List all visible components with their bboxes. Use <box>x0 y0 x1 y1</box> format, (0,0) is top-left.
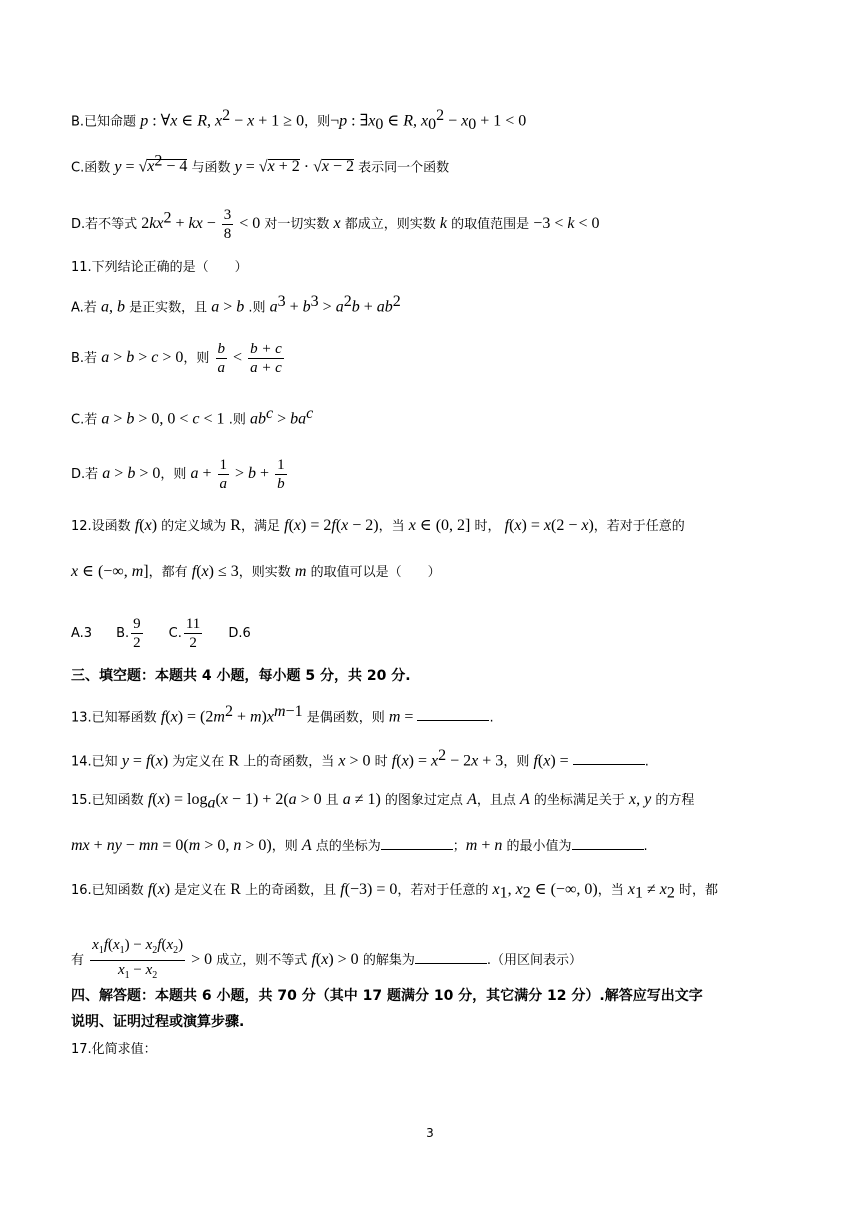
section-4-heading-line-2: 说明、证明过程或演算步骤. <box>71 1014 245 1030</box>
q14: 14.已知 y = f(x) 为定义在 R 上的奇函数，当 x > 0 时 $f(x) = x^2 - 2x + 3$，则 f(x) = . <box>71 747 649 770</box>
section-4-heading-line-1: 四、解答题：本题共 6 小题，共 70 分（其中 17 题满分 10 分，其它满分 12 分）.解答应写出文字 <box>71 988 703 1004</box>
q15-line-1: 15.已知函数 $f(x) = \log_a(x - 1) + 2(a > 0$ 且 a ≠ 1) 的图象过定点 A，且点 A 的坐标满足关于 x, y 的方程 <box>71 791 695 812</box>
page-number: 3 <box>426 1126 434 1140</box>
answer-blank[interactable] <box>415 951 487 964</box>
q16-line-1: 16.已知函数 f(x) 是定义在 R 上的奇函数，且 f(−3) = 0，若对于任意的 $x_1$, $x_2$ ∈ (−∞, 0)，当 $x_1 \ne x_2$ 时，都 <box>71 881 718 902</box>
q17-stem: 17.化简求值： <box>71 1042 157 1057</box>
q13: 13.已知幂函数 $f(x) = (2m^2 + m)x^{m-1}$ 是偶函数，则 m = . <box>71 703 494 726</box>
q11-option-d: D.若 a > b > 0，则 a + $\frac{1}{a}$ > b + $\frac{1}{b}$ <box>71 457 285 492</box>
q10-option-b: B.已知命题 p : ∀x ∈ R, $x^2 - x + 1 \ge 0$，则¬p : $\exists x_0$ ∈ R, $x_0^2 - x_0 + 1 < 0$ <box>71 107 527 133</box>
q12-option-d: D.6 <box>228 626 251 641</box>
q10-option-c: C.函数 $y = √x^2 - 4$ 与函数 y = √x + 2 · √x − 2 表示同一个函数 <box>71 153 450 176</box>
q12-line-1: 12.设函数 f(x) 的定义域为 R，满足 f(x) = 2f(x − 2)，当 x ∈ (0, 2] 时， f(x) = x(2 − x)，若对于任意的 <box>71 517 685 534</box>
q12-option-a: A.3 <box>71 626 93 641</box>
q12-line-2: x ∈ (−∞, m]，都有 f(x) ≤ 3，则实数 m 的取值可以是（ ） <box>71 563 441 580</box>
math-expr: p <box>140 112 149 130</box>
answer-blank[interactable] <box>417 708 489 721</box>
q10-option-d: D.若不等式 $2kx^2$ + kx − $\frac{3}{8}$ < 0 对一切实数 x 都成立，则实数 k 的取值范围是 −3 < k < 0 <box>71 207 600 242</box>
q16-line-2: 有 $\frac{x_1f(x_1) - x_2f(x_2)}{x_1 - x_2}$ > 0 成立，则不等式 f(x) > 0 的解集为 .（用区间表示） <box>71 937 582 981</box>
section-3-heading: 三、填空题：本题共 4 小题，每小题 5 分，共 20 分. <box>71 668 411 684</box>
answer-blank[interactable] <box>381 837 453 850</box>
answer-blank[interactable] <box>572 837 644 850</box>
q11-option-a: A.若 a, b 是正实数，且 a > b .则 $a^3 + b^3 > a^2b + ab^2$ <box>71 293 401 316</box>
q12-option-b: B. <box>116 626 130 641</box>
q11-option-c: C.若 a > b > 0, 0 < c < 1 .则 $ab^c > ba^c$ <box>71 405 314 428</box>
q15-line-2: mx + ny − mn = 0(m > 0, n > 0)，则 A 点的坐标为 ；m + n 的最小值为 . <box>71 837 648 854</box>
q11-stem: 11.下列结论正确的是（ ） <box>71 260 248 275</box>
answer-blank[interactable] <box>573 752 645 765</box>
q11-option-b: B.若 a > b > c > 0，则 $\frac{b}{a}$ < $\frac{b + c}{a + c}$ <box>71 341 282 376</box>
q12-option-c: C. <box>168 626 182 641</box>
q12-options: A.3 B. $\frac{9}{2}$ C. $\frac{11}{2}$ D.6 <box>71 616 251 651</box>
